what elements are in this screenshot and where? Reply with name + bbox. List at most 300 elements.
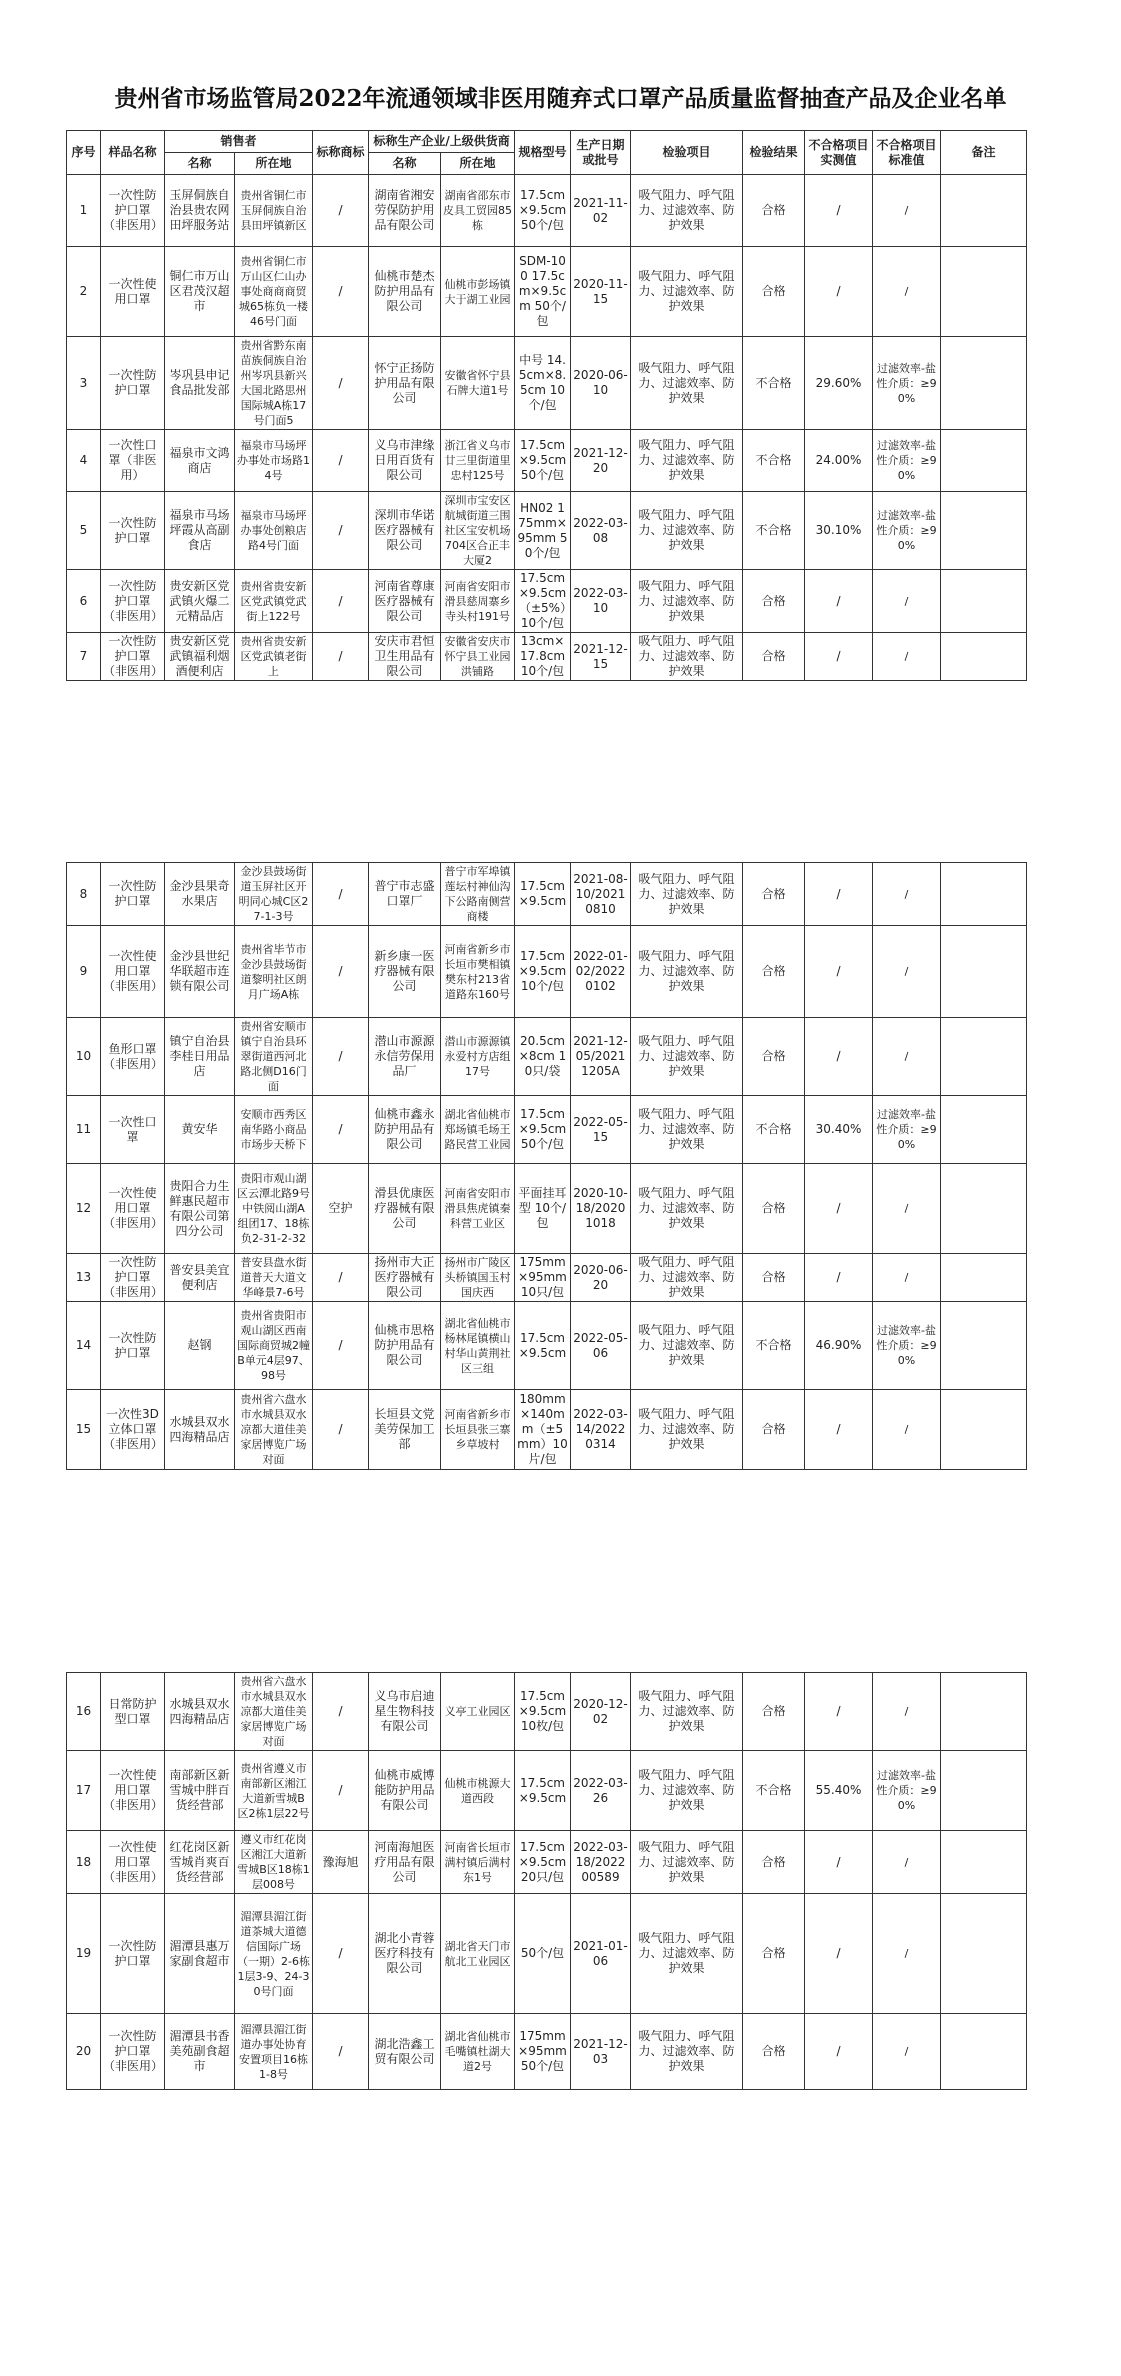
sample-name-cell: 一次性防护口罩（非医用） xyxy=(101,633,165,681)
seller-name-cell: 岑巩县申记食品批发部 xyxy=(165,337,235,430)
seller-name-cell: 普安县美宜便利店 xyxy=(165,1254,235,1302)
test-items-cell: 吸气阻力、呼气阻力、过滤效率、防护效果 xyxy=(631,1254,743,1302)
test-items-cell: 吸气阻力、呼气阻力、过滤效率、防护效果 xyxy=(631,863,743,926)
producer-location-cell: 河南省新乡市长垣市樊相镇樊东村213省道路东160号 xyxy=(441,926,515,1018)
date-cell: 2021-12-15 xyxy=(571,633,631,681)
producer-location-cell: 扬州市广陵区头桥镇国玉村国庆西 xyxy=(441,1254,515,1302)
result-cell: 合格 xyxy=(743,1164,805,1254)
date-cell: 2020-12-02 xyxy=(571,1673,631,1751)
result-cell: 合格 xyxy=(743,633,805,681)
seller-location-cell: 贵州省毕节市金沙县鼓场街道黎明社区朗月广场A栋 xyxy=(235,926,313,1018)
fail-value-cell: / xyxy=(805,863,873,926)
remark-cell xyxy=(941,1254,1027,1302)
fail-standard-cell: / xyxy=(873,633,941,681)
fail-value-cell: / xyxy=(805,1390,873,1470)
test-items-cell: 吸气阻力、呼气阻力、过滤效率、防护效果 xyxy=(631,570,743,633)
remark-cell xyxy=(941,430,1027,492)
remark-cell xyxy=(941,1302,1027,1390)
header-producer: 标称生产企业/上级供货商 xyxy=(369,131,515,153)
fail-value-cell: / xyxy=(805,247,873,337)
trademark-cell: / xyxy=(313,926,369,1018)
sample-name-cell: 一次性使用口罩（非医用） xyxy=(101,926,165,1018)
producer-location-cell: 浙江省义乌市廿三里街道里忠村125号 xyxy=(441,430,515,492)
producer-location-cell: 湖南省邵东市皮具工贸园85栋 xyxy=(441,175,515,247)
sample-name-cell: 一次性防护口罩 xyxy=(101,863,165,926)
seller-name-cell: 铜仁市万山区君茂汉超市 xyxy=(165,247,235,337)
fail-standard-cell: 过滤效率-盐性介质：≥90% xyxy=(873,1751,941,1831)
seller-location-cell: 湄潭县湄江街道办事处协育安置项目16栋1-8号 xyxy=(235,2014,313,2090)
spec-cell: 20.5cm×8cm 10只/袋 xyxy=(515,1018,571,1096)
fail-standard-cell: / xyxy=(873,1018,941,1096)
table-page-2 xyxy=(66,862,1027,1470)
result-cell: 不合格 xyxy=(743,1096,805,1164)
seller-location-cell: 福泉市马场坪办事处创粮店路4号门面 xyxy=(235,492,313,570)
trademark-cell: 豫海旭 xyxy=(313,1831,369,1894)
date-cell: 2020-10-18/20201018 xyxy=(571,1164,631,1254)
fail-standard-cell: / xyxy=(873,1831,941,1894)
header-seller-location: 所在地 xyxy=(235,153,313,175)
date-cell: 2021-01-06 xyxy=(571,1894,631,2014)
fail-standard-cell: 过滤效率-盐性介质：≥90% xyxy=(873,430,941,492)
test-items-cell: 吸气阻力、呼气阻力、过滤效率、防护效果 xyxy=(631,1894,743,2014)
trademark-cell: / xyxy=(313,1751,369,1831)
producer-name-cell: 潜山市源源永信劳保用品厂 xyxy=(369,1018,441,1096)
producer-location-cell: 河南省安阳市滑县焦虎镇秦科营工业区 xyxy=(441,1164,515,1254)
page-title: 贵州省市场监管局2022年流通领域非医用随弃式口罩产品质量监督抽查产品及企业名单 xyxy=(114,85,1007,112)
producer-location-cell: 湖北省仙桃市毛嘴镇杜湖大道2号 xyxy=(441,2014,515,2090)
spec-cell: 17.5cm×9.5cm xyxy=(515,1751,571,1831)
producer-name-cell: 普宁市志盛口罩厂 xyxy=(369,863,441,926)
fail-value-cell: / xyxy=(805,926,873,1018)
seller-name-cell: 湄潭县书香美苑副食超市 xyxy=(165,2014,235,2090)
seller-name-cell: 南部新区新雪城中胖百货经营部 xyxy=(165,1751,235,1831)
fail-value-cell: / xyxy=(805,1164,873,1254)
test-items-cell: 吸气阻力、呼气阻力、过滤效率、防护效果 xyxy=(631,1831,743,1894)
table-row xyxy=(67,1831,1027,1894)
test-items-cell: 吸气阻力、呼气阻力、过滤效率、防护效果 xyxy=(631,1673,743,1751)
spec-cell: 17.5cm×9.5cm xyxy=(515,1302,571,1390)
header-seq: 序号 xyxy=(67,131,101,175)
table-row xyxy=(67,1018,1027,1096)
test-items-cell: 吸气阻力、呼气阻力、过滤效率、防护效果 xyxy=(631,247,743,337)
trademark-cell: / xyxy=(313,1894,369,2014)
seller-location-cell: 贵州省铜仁市玉屏侗族自治县田坪镇新区 xyxy=(235,175,313,247)
test-items-cell: 吸气阻力、呼气阻力、过滤效率、防护效果 xyxy=(631,1164,743,1254)
producer-location-cell: 潜山市源源镇永爱村方店组17号 xyxy=(441,1018,515,1096)
spec-cell: 175mm×95mm 10只/包 xyxy=(515,1254,571,1302)
producer-location-cell: 湖北省仙桃市郑场镇毛场王路民营工业园 xyxy=(441,1096,515,1164)
date-cell: 2022-03-18/202200589 xyxy=(571,1831,631,1894)
remark-cell xyxy=(941,175,1027,247)
seller-name-cell: 镇宁自治县李桂日用品店 xyxy=(165,1018,235,1096)
table-row xyxy=(67,430,1027,492)
header-fail-standard: 不合格项目标准值 xyxy=(873,131,941,175)
fail-standard-cell: / xyxy=(873,2014,941,2090)
fail-value-cell: 30.10% xyxy=(805,492,873,570)
fail-standard-cell: 过滤效率-盐性介质：≥90% xyxy=(873,1096,941,1164)
result-cell: 不合格 xyxy=(743,337,805,430)
header-sample-name: 样品名称 xyxy=(101,131,165,175)
table-row xyxy=(67,1894,1027,2014)
table-row xyxy=(67,1390,1027,1470)
fail-standard-cell: / xyxy=(873,1390,941,1470)
date-cell: 2022-05-06 xyxy=(571,1302,631,1390)
seq-cell: 6 xyxy=(67,570,101,633)
test-items-cell: 吸气阻力、呼气阻力、过滤效率、防护效果 xyxy=(631,175,743,247)
spec-cell: 50个/包 xyxy=(515,1894,571,2014)
trademark-cell: / xyxy=(313,570,369,633)
trademark-cell: / xyxy=(313,1254,369,1302)
producer-name-cell: 仙桃市楚杰防护用品有限公司 xyxy=(369,247,441,337)
fail-standard-cell: / xyxy=(873,863,941,926)
test-items-cell: 吸气阻力、呼气阻力、过滤效率、防护效果 xyxy=(631,633,743,681)
producer-name-cell: 怀宁正扬防护用品有限公司 xyxy=(369,337,441,430)
trademark-cell: / xyxy=(313,175,369,247)
test-items-cell: 吸气阻力、呼气阻力、过滤效率、防护效果 xyxy=(631,926,743,1018)
sample-name-cell: 一次性口罩（非医用） xyxy=(101,430,165,492)
seller-location-cell: 金沙县鼓场街道玉屏社区开明同心城C区27-1-3号 xyxy=(235,863,313,926)
seq-cell: 14 xyxy=(67,1302,101,1390)
sample-name-cell: 一次性防护口罩 xyxy=(101,337,165,430)
trademark-cell: / xyxy=(313,1096,369,1164)
sample-name-cell: 一次性防护口罩 xyxy=(101,492,165,570)
date-cell: 2020-11-15 xyxy=(571,247,631,337)
fail-value-cell: 24.00% xyxy=(805,430,873,492)
spec-cell: 17.5cm×9.5cm 50个/包 xyxy=(515,175,571,247)
trademark-cell: / xyxy=(313,430,369,492)
producer-location-cell: 湖北省天门市航北工业园区 xyxy=(441,1894,515,2014)
producer-name-cell: 滑县优康医疗器械有限公司 xyxy=(369,1164,441,1254)
result-cell: 不合格 xyxy=(743,492,805,570)
remark-cell xyxy=(941,863,1027,926)
seller-name-cell: 湄潭县惠万家副食超市 xyxy=(165,1894,235,2014)
seller-location-cell: 遵义市红花岗区湘江大道新雪城B区18栋1层008号 xyxy=(235,1831,313,1894)
producer-location-cell: 仙桃市彭场镇大于湖工业园 xyxy=(441,247,515,337)
remark-cell xyxy=(941,1390,1027,1470)
fail-value-cell: 46.90% xyxy=(805,1302,873,1390)
fail-value-cell: / xyxy=(805,2014,873,2090)
remark-cell xyxy=(941,1164,1027,1254)
seller-name-cell: 玉屏侗族自治县贵农网田坪服务站 xyxy=(165,175,235,247)
seq-cell: 20 xyxy=(67,2014,101,2090)
fail-standard-cell: / xyxy=(873,175,941,247)
seq-cell: 11 xyxy=(67,1096,101,1164)
seller-name-cell: 赵钢 xyxy=(165,1302,235,1390)
seq-cell: 8 xyxy=(67,863,101,926)
seller-location-cell: 安顺市西秀区南华路小商品市场步天桥下 xyxy=(235,1096,313,1164)
seller-name-cell: 贵安新区党武镇火爆二元精品店 xyxy=(165,570,235,633)
result-cell: 合格 xyxy=(743,1673,805,1751)
fail-value-cell: / xyxy=(805,1018,873,1096)
test-items-cell: 吸气阻力、呼气阻力、过滤效率、防护效果 xyxy=(631,1018,743,1096)
date-cell: 2020-06-20 xyxy=(571,1254,631,1302)
fail-value-cell: / xyxy=(805,1673,873,1751)
spec-cell: 17.5cm×9.5cm 50个/包 xyxy=(515,430,571,492)
table-row xyxy=(67,175,1027,247)
seq-cell: 19 xyxy=(67,1894,101,2014)
seller-location-cell: 贵州省安顺市镇宁自治县环翠街道西河北路北侧D16门面 xyxy=(235,1018,313,1096)
producer-name-cell: 新乡康一医疗器械有限公司 xyxy=(369,926,441,1018)
producer-name-cell: 湖北小青蓉医疗科技有限公司 xyxy=(369,1894,441,2014)
seller-location-cell: 贵州省贵安新区党武镇老街上 xyxy=(235,633,313,681)
seq-cell: 13 xyxy=(67,1254,101,1302)
result-cell: 合格 xyxy=(743,1390,805,1470)
table-row xyxy=(67,2014,1027,2090)
seller-location-cell: 贵州省贵阳市观山湖区西南国际商贸城2幢B单元4层97、98号 xyxy=(235,1302,313,1390)
spec-cell: SDM-100 17.5cm×9.5cm 50个/包 xyxy=(515,247,571,337)
spec-cell: 17.5cm×9.5cm xyxy=(515,863,571,926)
result-cell: 合格 xyxy=(743,1018,805,1096)
result-cell: 不合格 xyxy=(743,430,805,492)
trademark-cell: / xyxy=(313,1302,369,1390)
seller-name-cell: 水城县双水四海精品店 xyxy=(165,1390,235,1470)
seq-cell: 1 xyxy=(67,175,101,247)
fail-value-cell: 55.40% xyxy=(805,1751,873,1831)
table-row xyxy=(67,1751,1027,1831)
test-items-cell: 吸气阻力、呼气阻力、过滤效率、防护效果 xyxy=(631,1390,743,1470)
fail-standard-cell: / xyxy=(873,1894,941,2014)
seq-cell: 10 xyxy=(67,1018,101,1096)
table-row xyxy=(67,337,1027,430)
seller-location-cell: 贵阳市观山湖区云潭北路9号中铁阅山湖A组团17、18栋负2-31-2-32 xyxy=(235,1164,313,1254)
seller-name-cell: 金沙县果奇水果店 xyxy=(165,863,235,926)
result-cell: 合格 xyxy=(743,1894,805,2014)
table-row xyxy=(67,492,1027,570)
sample-name-cell: 一次性防护口罩 xyxy=(101,1302,165,1390)
header-result: 检验结果 xyxy=(743,131,805,175)
seq-cell: 16 xyxy=(67,1673,101,1751)
header-date: 生产日期或批号 xyxy=(571,131,631,175)
trademark-cell: / xyxy=(313,863,369,926)
spec-cell: 17.5cm×9.5cm 10个/包 xyxy=(515,926,571,1018)
spec-cell: 180mm×140mm（±5mm）10片/包 xyxy=(515,1390,571,1470)
result-cell: 合格 xyxy=(743,570,805,633)
result-cell: 合格 xyxy=(743,247,805,337)
table-page-1 xyxy=(66,130,1027,681)
fail-standard-cell: / xyxy=(873,926,941,1018)
producer-location-cell: 仙桃市桃源大道西段 xyxy=(441,1751,515,1831)
trademark-cell: 空护 xyxy=(313,1164,369,1254)
seller-location-cell: 贵州省铜仁市万山区仁山办事处商商商贸城65栋负一楼46号门面 xyxy=(235,247,313,337)
seq-cell: 18 xyxy=(67,1831,101,1894)
date-cell: 2022-03-10 xyxy=(571,570,631,633)
seq-cell: 5 xyxy=(67,492,101,570)
remark-cell xyxy=(941,1751,1027,1831)
table-row xyxy=(67,1254,1027,1302)
seller-location-cell: 贵州省六盘水市水城县双水凉都大道佳美家居博览广场对面 xyxy=(235,1673,313,1751)
result-cell: 合格 xyxy=(743,863,805,926)
table-row xyxy=(67,1673,1027,1751)
trademark-cell: / xyxy=(313,492,369,570)
date-cell: 2021-12-05/20211205A xyxy=(571,1018,631,1096)
date-cell: 2022-03-26 xyxy=(571,1751,631,1831)
seq-cell: 7 xyxy=(67,633,101,681)
fail-value-cell: / xyxy=(805,1254,873,1302)
remark-cell xyxy=(941,633,1027,681)
spec-cell: 13cm×17.8cm 10个/包 xyxy=(515,633,571,681)
remark-cell xyxy=(941,570,1027,633)
date-cell: 2021-12-03 xyxy=(571,2014,631,2090)
seller-location-cell: 湄潭县湄江街道茶城大道德信国际广场（一期）2-6栋1层3-9、24-30号门面 xyxy=(235,1894,313,2014)
header-producer-name: 名称 xyxy=(369,153,441,175)
test-items-cell: 吸气阻力、呼气阻力、过滤效率、防护效果 xyxy=(631,1751,743,1831)
test-items-cell: 吸气阻力、呼气阻力、过滤效率、防护效果 xyxy=(631,492,743,570)
sample-name-cell: 一次性防护口罩（非医用） xyxy=(101,2014,165,2090)
seq-cell: 4 xyxy=(67,430,101,492)
producer-location-cell: 安徽省安庆市怀宁县工业园洪铺路 xyxy=(441,633,515,681)
fail-value-cell: / xyxy=(805,633,873,681)
fail-standard-cell: / xyxy=(873,1673,941,1751)
trademark-cell: / xyxy=(313,2014,369,2090)
sample-name-cell: 一次性防护口罩 xyxy=(101,1894,165,2014)
seq-cell: 2 xyxy=(67,247,101,337)
seller-location-cell: 福泉市马场坪办事处市场路14号 xyxy=(235,430,313,492)
seq-cell: 12 xyxy=(67,1164,101,1254)
fail-standard-cell: / xyxy=(873,1164,941,1254)
fail-standard-cell: 过滤效率-盐性介质：≥90% xyxy=(873,1302,941,1390)
result-cell: 不合格 xyxy=(743,1751,805,1831)
fail-value-cell: 30.40% xyxy=(805,1096,873,1164)
producer-location-cell: 普宁市军埠镇莲坛村神仙沟下公路南侧营商楼 xyxy=(441,863,515,926)
date-cell: 2022-05-15 xyxy=(571,1096,631,1164)
table-row xyxy=(67,926,1027,1018)
date-cell: 2022-01-02/20220102 xyxy=(571,926,631,1018)
table-page-3 xyxy=(66,1672,1027,2090)
producer-name-cell: 长垣县文党美劳保加工部 xyxy=(369,1390,441,1470)
header-seller: 销售者 xyxy=(165,131,313,153)
seller-location-cell: 贵州省贵安新区党武镇党武街上122号 xyxy=(235,570,313,633)
result-cell: 合格 xyxy=(743,175,805,247)
seller-location-cell: 贵州省遵义市南部新区湘江大道新雪城B区2栋1层22号 xyxy=(235,1751,313,1831)
seller-name-cell: 黄安华 xyxy=(165,1096,235,1164)
fail-value-cell: / xyxy=(805,175,873,247)
table-row xyxy=(67,1096,1027,1164)
producer-name-cell: 深圳市华诺医疗器械有限公司 xyxy=(369,492,441,570)
producer-name-cell: 义乌市津缘日用百货有限公司 xyxy=(369,430,441,492)
seller-name-cell: 福泉市马场坪霞从高副食店 xyxy=(165,492,235,570)
date-cell: 2021-12-20 xyxy=(571,430,631,492)
header-seller-name: 名称 xyxy=(165,153,235,175)
producer-name-cell: 仙桃市鑫永防护用品有限公司 xyxy=(369,1096,441,1164)
remark-cell xyxy=(941,492,1027,570)
producer-location-cell: 安徽省怀宁县石牌大道1号 xyxy=(441,337,515,430)
header-test-items: 检验项目 xyxy=(631,131,743,175)
trademark-cell: / xyxy=(313,337,369,430)
producer-name-cell: 河南省尊康医疗器械有限公司 xyxy=(369,570,441,633)
table-row xyxy=(67,633,1027,681)
sample-name-cell: 鱼形口罩（非医用） xyxy=(101,1018,165,1096)
producer-name-cell: 义乌市启迪星生物科技有限公司 xyxy=(369,1673,441,1751)
fail-value-cell: / xyxy=(805,1894,873,2014)
seller-name-cell: 水城县双水四海精品店 xyxy=(165,1673,235,1751)
producer-location-cell: 河南省长垣市满村镇后满村东1号 xyxy=(441,1831,515,1894)
trademark-cell: / xyxy=(313,1390,369,1470)
seller-location-cell: 贵州省六盘水市水城县双水凉都大道佳美家居博览广场对面 xyxy=(235,1390,313,1470)
trademark-cell: / xyxy=(313,1673,369,1751)
producer-name-cell: 扬州市大正医疗器械有限公司 xyxy=(369,1254,441,1302)
producer-location-cell: 湖北省仙桃市杨林尾镇横山村华山黄荆社区三组 xyxy=(441,1302,515,1390)
fail-standard-cell: / xyxy=(873,570,941,633)
seq-cell: 9 xyxy=(67,926,101,1018)
test-items-cell: 吸气阻力、呼气阻力、过滤效率、防护效果 xyxy=(631,1096,743,1164)
sample-name-cell: 一次性使用口罩（非医用） xyxy=(101,1751,165,1831)
table-row xyxy=(67,1302,1027,1390)
date-cell: 2021-08-10/20210810 xyxy=(571,863,631,926)
seller-name-cell: 福泉市文鸿商店 xyxy=(165,430,235,492)
spec-cell: 17.5cm×9.5cm 20只/包 xyxy=(515,1831,571,1894)
trademark-cell: / xyxy=(313,633,369,681)
seller-name-cell: 贵安新区党武镇福利烟酒便利店 xyxy=(165,633,235,681)
remark-cell xyxy=(941,1894,1027,2014)
table-row xyxy=(67,1164,1027,1254)
remark-cell xyxy=(941,1673,1027,1751)
spec-cell: 17.5cm×9.5cm（±5%）10个/包 xyxy=(515,570,571,633)
fail-value-cell: 29.60% xyxy=(805,337,873,430)
table-row xyxy=(67,247,1027,337)
producer-location-cell: 河南省新乡市长垣县张三寨乡草坡村 xyxy=(441,1390,515,1470)
producer-name-cell: 仙桃市威博能防护用品有限公司 xyxy=(369,1751,441,1831)
remark-cell xyxy=(941,247,1027,337)
sample-name-cell: 一次性使用口罩 xyxy=(101,247,165,337)
seq-cell: 15 xyxy=(67,1390,101,1470)
header-remark: 备注 xyxy=(941,131,1027,175)
sample-name-cell: 一次性防护口罩（非医用） xyxy=(101,570,165,633)
sample-name-cell: 一次性防护口罩（非医用） xyxy=(101,175,165,247)
table-row xyxy=(67,863,1027,926)
spec-cell: 17.5cm×9.5cm 50个/包 xyxy=(515,1096,571,1164)
spec-cell: 17.5cm×9.5cm 10枚/包 xyxy=(515,1673,571,1751)
producer-location-cell: 河南省安阳市滑县慈周寨乡寺头村191号 xyxy=(441,570,515,633)
producer-location-cell: 义亭工业园区 xyxy=(441,1673,515,1751)
sample-name-cell: 一次性使用口罩（非医用） xyxy=(101,1831,165,1894)
remark-cell xyxy=(941,1096,1027,1164)
producer-name-cell: 仙桃市思格防护用品有限公司 xyxy=(369,1302,441,1390)
result-cell: 不合格 xyxy=(743,1302,805,1390)
producer-name-cell: 湖南省湘安劳保防护用品有限公司 xyxy=(369,175,441,247)
fail-value-cell: / xyxy=(805,1831,873,1894)
result-cell: 合格 xyxy=(743,2014,805,2090)
spec-cell: 175mm×95mm 50个/包 xyxy=(515,2014,571,2090)
sample-name-cell: 一次性使用口罩（非医用） xyxy=(101,1164,165,1254)
sample-name-cell: 一次性防护口罩（非医用） xyxy=(101,1254,165,1302)
sample-name-cell: 日常防护型口罩 xyxy=(101,1673,165,1751)
remark-cell xyxy=(941,926,1027,1018)
spec-cell: 平面挂耳型 10个/包 xyxy=(515,1164,571,1254)
header-spec: 规格型号 xyxy=(515,131,571,175)
remark-cell xyxy=(941,2014,1027,2090)
seller-name-cell: 金沙县世纪华联超市连锁有限公司 xyxy=(165,926,235,1018)
sample-name-cell: 一次性3D立体口罩（非医用） xyxy=(101,1390,165,1470)
fail-standard-cell: 过滤效率-盐性介质：≥90% xyxy=(873,492,941,570)
remark-cell xyxy=(941,1018,1027,1096)
test-items-cell: 吸气阻力、呼气阻力、过滤效率、防护效果 xyxy=(631,1302,743,1390)
seq-cell: 3 xyxy=(67,337,101,430)
fail-standard-cell: / xyxy=(873,247,941,337)
producer-name-cell: 安庆市君恒卫生用品有限公司 xyxy=(369,633,441,681)
trademark-cell: / xyxy=(313,1018,369,1096)
seller-location-cell: 贵州省黔东南苗族侗族自治州岑巩县新兴大国北路思州国际城A栋17号门面5 xyxy=(235,337,313,430)
seq-cell: 17 xyxy=(67,1751,101,1831)
result-cell: 合格 xyxy=(743,1831,805,1894)
remark-cell xyxy=(941,1831,1027,1894)
date-cell: 2021-11-02 xyxy=(571,175,631,247)
producer-name-cell: 湖北浩鑫工贸有限公司 xyxy=(369,2014,441,2090)
spec-cell: 中号 14.5cm×8.5cm 10个/包 xyxy=(515,337,571,430)
date-cell: 2020-06-10 xyxy=(571,337,631,430)
fail-standard-cell: / xyxy=(873,1254,941,1302)
date-cell: 2022-03-08 xyxy=(571,492,631,570)
seller-name-cell: 红花岗区新雪城肖爽百货经营部 xyxy=(165,1831,235,1894)
